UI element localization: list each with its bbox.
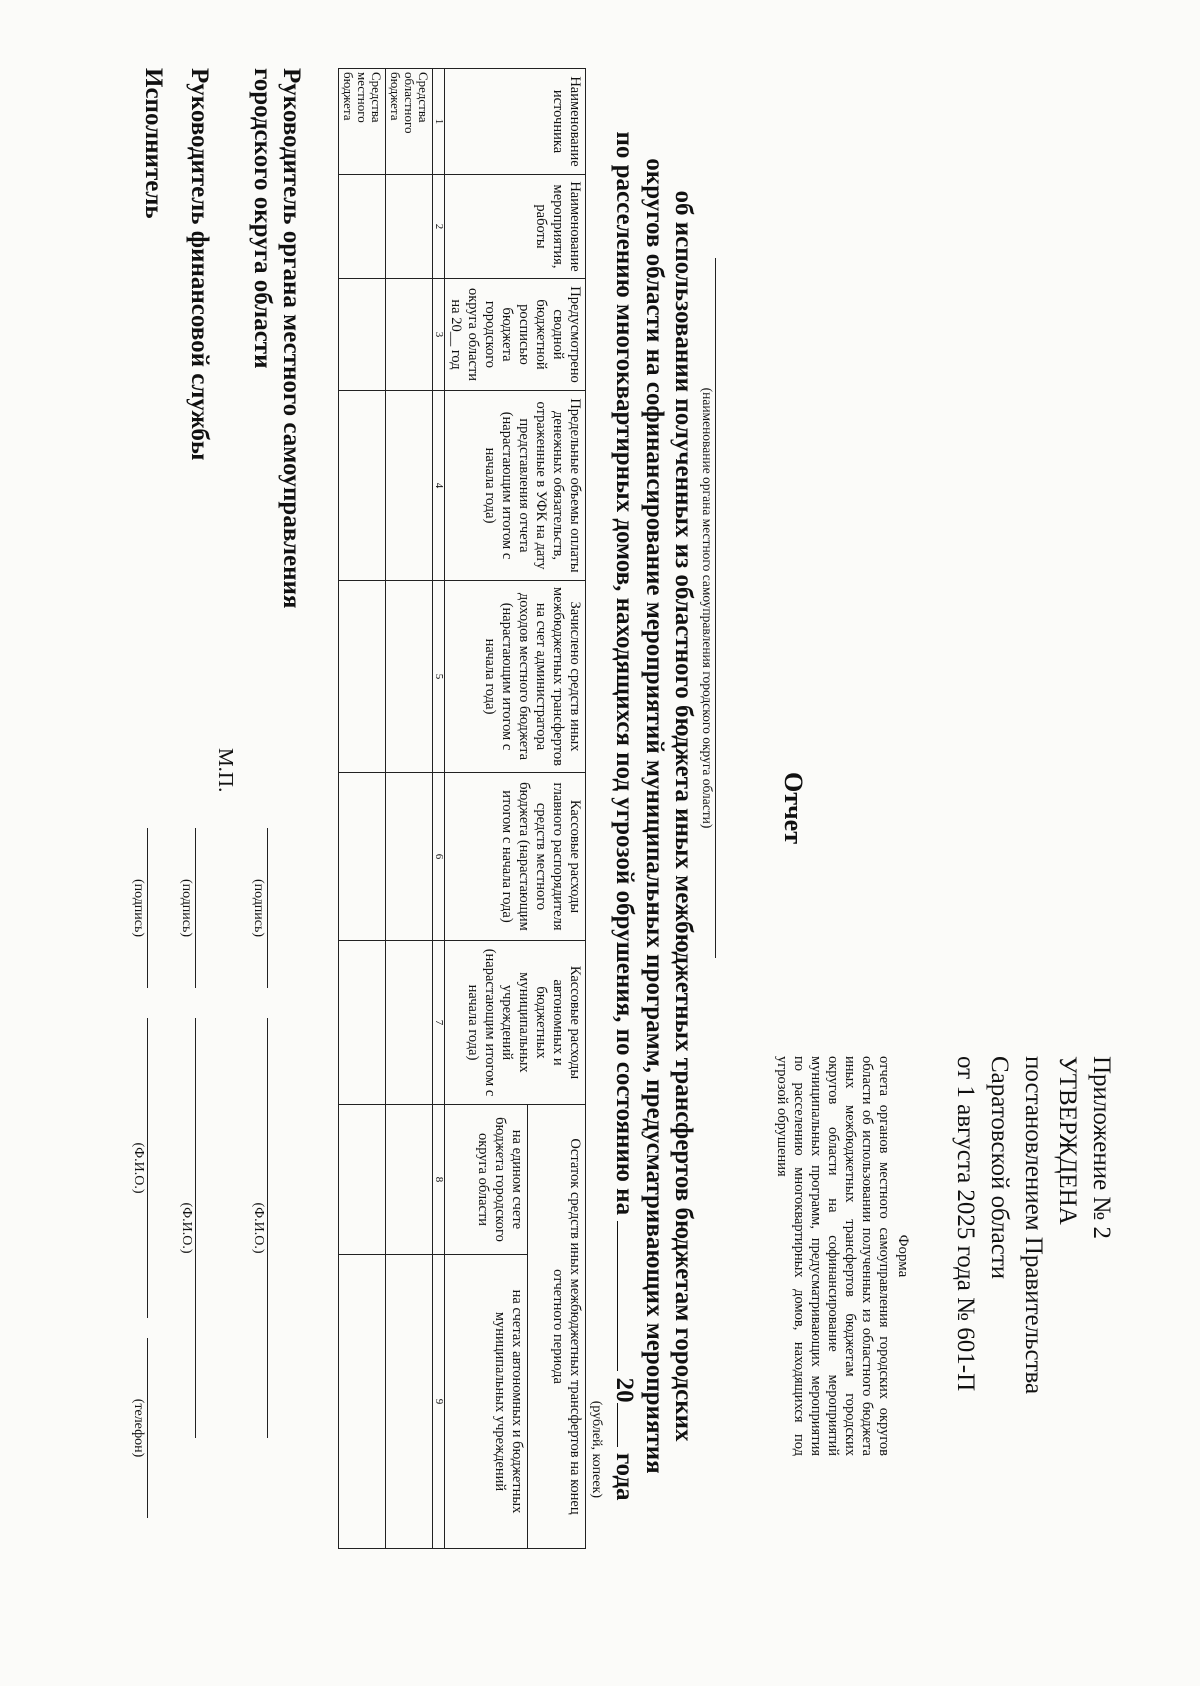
org-name-line — [715, 258, 716, 958]
subject-line-3-text: по расселению многоквартирных домов, находящихся под угрозой обрушения, по состоянию на — [611, 131, 638, 1216]
header-balance-single-account: на едином счете бюджета городского округа области — [445, 1105, 528, 1255]
approved-stamp: УТВЕРЖДЕНА — [1054, 1056, 1081, 1225]
header-planned: Предусмотрено сводной бюджетной росписью бюджета городского округа области на 20__ год — [445, 279, 586, 391]
approval-line-1: постановлением Правительства — [1020, 1056, 1047, 1395]
subject-line-2: округов области на софинансирование мероприятий муниципальных программ, предусматривающих мероприятия — [641, 158, 668, 1474]
column-number: 3 — [433, 279, 445, 391]
table-cell[interactable] — [339, 581, 386, 773]
column-number: 9 — [433, 1255, 445, 1549]
table-cell[interactable] — [386, 279, 433, 391]
column-numbers-row — [433, 69, 445, 1549]
seal-place: М.П. — [214, 748, 238, 793]
header-institution-expenses: Кассовые расходы автономных и бюджетных муниципальных учреждений (нарастающим итогом с начала года) — [445, 941, 586, 1105]
form-label: Форма — [895, 1234, 911, 1278]
column-number: 7 — [433, 941, 445, 1105]
document-sheet — [116, 48, 1196, 1568]
subject-line-1: об использовании полученных из областного бюджета иных межбюджетных трансфертов бюджетам городских — [670, 190, 697, 1442]
sign-caption: (подпись) — [179, 878, 194, 938]
name-caption: (Ф.И.О.) — [251, 1202, 266, 1254]
header-balance: Остаток средств иных межбюджетных трансфертов на конец отчетного периода — [528, 1105, 586, 1549]
header-main-expenses: Кассовые расходы главного распорядителя средств местного бюджета (нарастающим итогом с начала года) — [445, 773, 586, 941]
table-row — [339, 69, 386, 1549]
column-number: 4 — [433, 391, 445, 581]
document-title — [778, 378, 808, 1238]
head-org-line-2: городского округа области — [249, 68, 276, 369]
column-number: 8 — [433, 1105, 445, 1255]
table-row — [386, 69, 433, 1549]
head-fin-label: Руководитель финансовой службы — [186, 68, 213, 461]
approval-line-3: от 1 августа 2025 года № 601-П — [952, 1056, 979, 1392]
year-blank — [617, 1403, 640, 1447]
table-cell[interactable] — [386, 941, 433, 1105]
head-org-line-1: Руководитель органа местного самоуправления — [278, 68, 305, 609]
table-cell[interactable] — [386, 581, 433, 773]
appendix-number: Приложение № 2 — [1088, 1056, 1115, 1240]
column-number: 2 — [433, 175, 445, 279]
row-label: Средства местного бюджета — [339, 69, 386, 175]
table-cell[interactable] — [339, 175, 386, 279]
sign-caption: (подпись) — [131, 878, 146, 938]
signature-block — [116, 68, 336, 1568]
year-prefix: 20 — [611, 1377, 638, 1403]
subject-line-3 — [610, 86, 640, 1546]
table-cell[interactable] — [386, 1255, 433, 1549]
title-text: Отчет — [779, 772, 808, 844]
phone-caption: (телефон) — [131, 1398, 146, 1458]
header-limits: Предельные объемы оплаты денежных обязательств, отраженные в УФК на дату представления отчета (нарастающим итогом с начала года) — [445, 391, 586, 581]
approval-block — [948, 1056, 1118, 1446]
head-fin-sign-line[interactable] — [195, 828, 196, 988]
table-cell[interactable] — [386, 1105, 433, 1255]
executor-phone-line[interactable] — [147, 1338, 148, 1518]
sign-caption: (подпись) — [251, 878, 266, 938]
header-source: Наименование источника — [445, 69, 586, 175]
approval-line-2: Саратовской области — [986, 1056, 1013, 1280]
executor-label: Исполнитель — [140, 68, 167, 219]
report-table — [338, 68, 586, 1549]
report-subject — [610, 86, 698, 1546]
units-label: (рублей, копеек) — [589, 1400, 604, 1498]
table-cell[interactable] — [339, 279, 386, 391]
table-cell[interactable] — [339, 1105, 386, 1255]
column-number: 1 — [433, 69, 445, 175]
header-balance-institutions: на счетах автономных и бюджетных муниципальных учреждений — [445, 1255, 528, 1549]
column-number: 6 — [433, 773, 445, 941]
table-cell[interactable] — [386, 391, 433, 581]
table-cell[interactable] — [339, 941, 386, 1105]
executor-name-line[interactable] — [147, 1018, 148, 1318]
table-cell[interactable] — [339, 391, 386, 581]
org-name-caption: (наименование органа местного самоуправления городского округа области) — [700, 387, 715, 829]
form-text: отчета органов местного самоуправления городских округов области об использовании полученных из областного бюджета иных межбюджетных трансфертов бюджетам городских округов области на софинансирование мероприятий муниципальных программ, предусматривающих мероприятия по расселению многоквартирных домов, находящихся под угрозой обрушения — [774, 1056, 892, 1456]
year-suffix: года — [611, 1452, 638, 1501]
table-cell[interactable] — [339, 1255, 386, 1549]
name-caption: (Ф.И.О.) — [131, 1142, 146, 1194]
column-number: 5 — [433, 581, 445, 773]
header-credited: Зачислено средств иных межбюджетных трансфертов на счет администратора доходов местного бюджета (нарастающим итогом с начала года) — [445, 581, 586, 773]
head-org-name-line[interactable] — [267, 1018, 268, 1438]
head-org-sign-line[interactable] — [267, 828, 268, 988]
table-cell[interactable] — [386, 175, 433, 279]
executor-sign-line[interactable] — [147, 828, 148, 988]
row-label: Средства областного бюджета — [386, 69, 433, 175]
table-cell[interactable] — [386, 773, 433, 941]
table-cell[interactable] — [339, 773, 386, 941]
date-blank — [617, 1221, 640, 1371]
head-org-label — [248, 68, 306, 608]
name-caption: (Ф.И.О.) — [179, 1202, 194, 1254]
header-activity: Наименование мероприятия, работы — [445, 175, 586, 279]
head-fin-name-line[interactable] — [195, 1018, 196, 1438]
